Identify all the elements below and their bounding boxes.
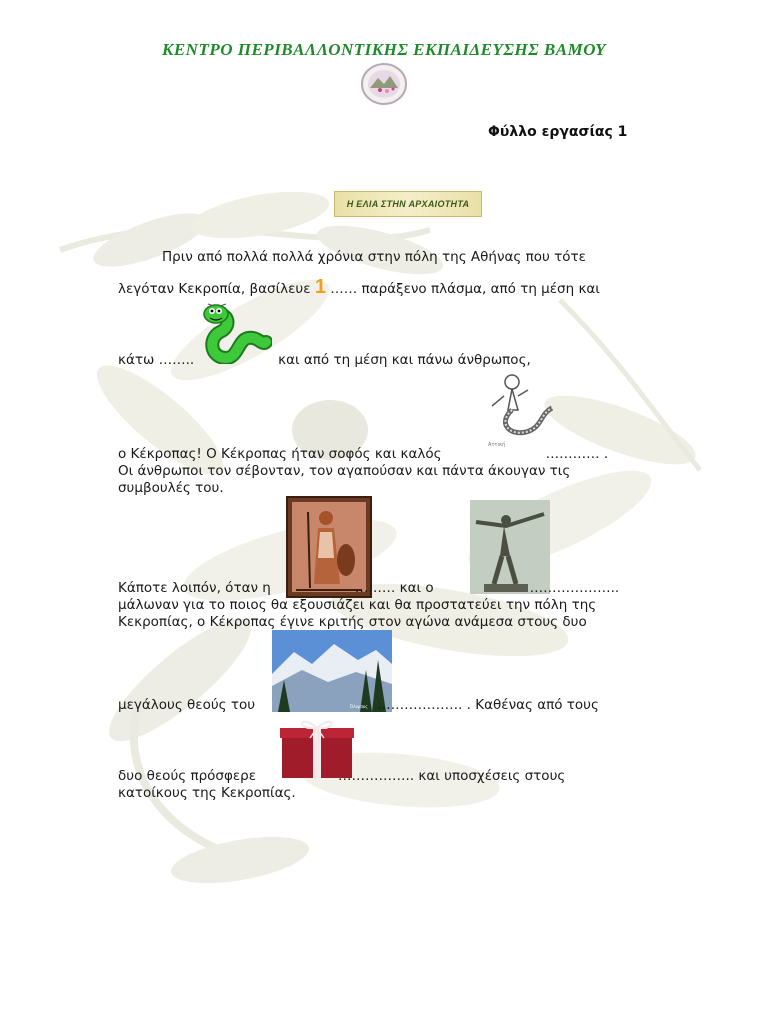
text-line-7-start: Κάποτε λοιπόν, όταν η <box>118 580 271 596</box>
text-line-4-end: ………… . <box>545 446 609 462</box>
text-line-6: συμβουλές του. <box>118 480 224 496</box>
text-line-9: Κεκροπίας, ο Κέκροπας έγινε κριτής στον αγώνα ανάμεσα στους δυο <box>118 614 587 630</box>
text-line-12: κατοίκους της Κεκροπίας. <box>118 785 296 801</box>
text-line-11-start: δυο θεούς πρόσφερε <box>118 768 257 784</box>
text-line-7-end: ……………….. <box>529 580 620 596</box>
worksheet-label: Φύλλο εργασίας 1 <box>488 124 628 140</box>
number-one-marker: 1 <box>314 276 326 298</box>
text-line-2-end: …… παράξενο πλάσμα, από τη μέση και <box>330 281 600 297</box>
text-line-8: μάλωναν για το ποιος θα εξουσιάζει και θα προστατεύει την πόλη της <box>118 597 597 613</box>
text-line-3-start: κάτω …….. <box>118 352 195 368</box>
text-line-3-end: και από τη μέση και πάνω άνθρωπος, <box>278 352 531 368</box>
text-line-5: Οι άνθρωποι τον σέβονταν, τον αγαπούσαν και πάντα άκουγαν τις <box>118 463 571 479</box>
kekrops-figure <box>478 370 560 448</box>
text-line-3 <box>118 352 531 369</box>
text-line-4 <box>118 446 608 463</box>
text-line-11 <box>118 768 565 785</box>
section-banner: Η ΕΛΙΑ ΣΤΗΝ ΑΡΧΑΙΟΤΗΤΑ <box>334 191 482 217</box>
center-title: ΚΕΝΤΡΟ ΠΕΡΙΒΑΛΛΟΝΤΙΚΗΣ ΕΚΠΑΙΔΕΥΣΗΣ ΒΑΜΟΥ <box>162 40 606 59</box>
svg-text:Όλυμπος: Όλυμπος <box>350 704 368 709</box>
text-line-7-mid: ……… και ο <box>354 580 434 596</box>
text-line-10 <box>118 697 599 714</box>
text-line-11-end: …………….. και υποσχέσεις στους <box>338 768 566 784</box>
text-line-4-start: ο Κέκροπας! Ο Κέκροπας ήταν σοφός και καλός <box>118 446 442 462</box>
center-logo <box>360 62 408 106</box>
text-line-2 <box>118 276 600 298</box>
text-line-10-end: ………………. . Καθένας από τους <box>377 697 599 713</box>
svg-text:Αττική: Αττική <box>488 442 506 448</box>
text-line-10-start: μεγάλους θεούς του <box>118 697 256 713</box>
text-line-2-start: λεγόταν Κεκροπία, βασίλευε <box>118 281 311 297</box>
text-line-1: Πριν από πολλά πολλά χρόνια στην πόλη της Αθήνας που τότε <box>162 249 586 265</box>
text-line-7 <box>118 580 619 597</box>
